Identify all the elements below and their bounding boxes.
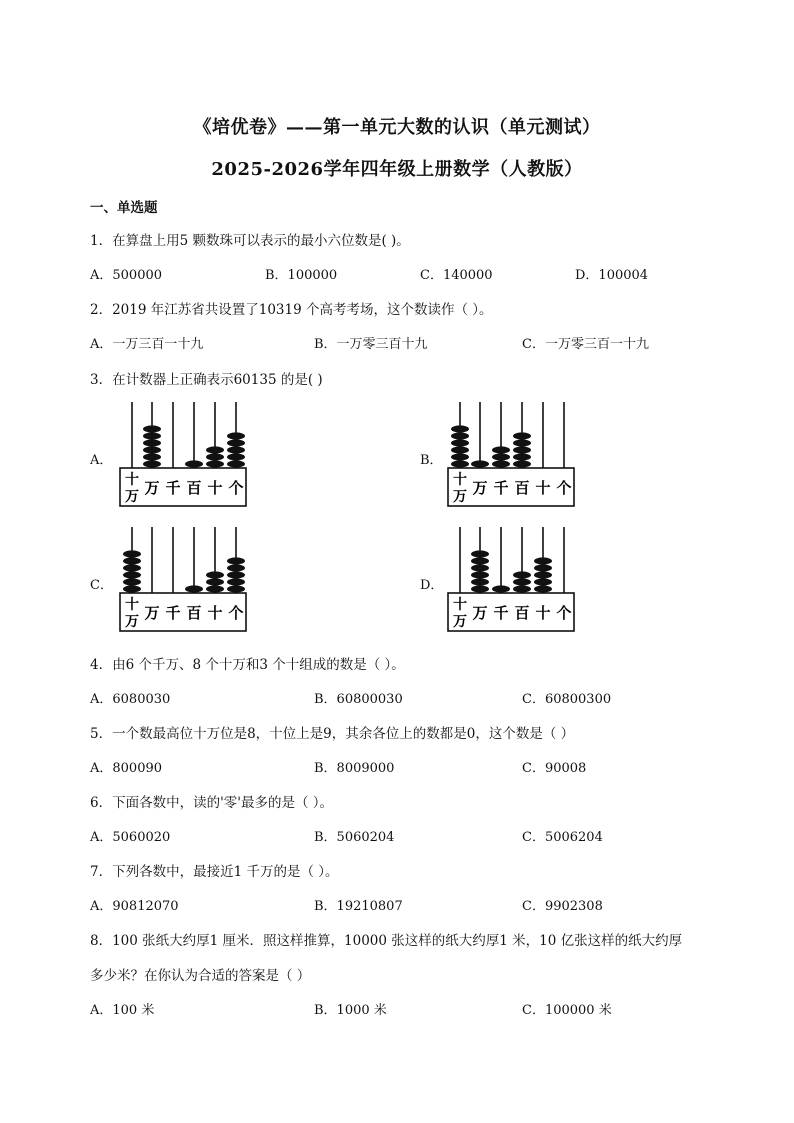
q7-option-b[interactable]: B．19210807 <box>314 899 403 914</box>
q2-option-b[interactable]: B．一万零三百十九 <box>314 337 428 352</box>
q2-option-a[interactable]: A．一万三百一十九 <box>90 337 204 352</box>
abacus-label-shi: 十 <box>453 472 467 488</box>
abacus-bead <box>471 585 489 592</box>
q8-option-b[interactable]: B．1000 米 <box>314 1003 387 1018</box>
abacus-bead <box>206 453 224 460</box>
question-6: 6．下面各数中，读的'零'最多的是（ ）。 <box>90 795 334 811</box>
abacus-a[interactable] <box>118 400 248 510</box>
abacus-place-label: 千 <box>493 604 509 622</box>
abacus-bead <box>227 585 245 592</box>
abacus-bead <box>123 550 141 557</box>
abacus-label-wan: 万 <box>125 489 139 505</box>
abacus-bead <box>227 578 245 585</box>
abacus-bead <box>471 578 489 585</box>
abacus-bead <box>206 578 224 585</box>
abacus-bead <box>513 439 531 446</box>
q1-option-b[interactable]: B．100000 <box>265 268 338 283</box>
q8-option-c[interactable]: C．100000 米 <box>522 1003 612 1018</box>
q3-option-b-label[interactable]: B． <box>420 453 443 468</box>
question-5: 5．一个数最高位十万位是8，十位上是9，其余各位上的数都是0，这个数是（ ） <box>90 726 575 742</box>
q1-option-c[interactable]: C．140000 <box>420 268 493 283</box>
abacus-place-label: 百 <box>514 604 530 622</box>
abacus-bead <box>206 585 224 592</box>
q7-option-a[interactable]: A．90812070 <box>90 899 179 914</box>
abacus-bead <box>451 460 469 467</box>
abacus-label-shi: 十 <box>125 472 139 488</box>
q3-option-c-label[interactable]: C． <box>90 578 113 593</box>
question-2: 2．2019 年江苏省共设置了10319 个高考考场，这个数读作（ ）。 <box>90 302 493 318</box>
q5-option-b[interactable]: B．8009000 <box>314 761 395 776</box>
abacus-bead <box>123 585 141 592</box>
abacus-bead <box>143 446 161 453</box>
abacus-bead <box>471 564 489 571</box>
abacus-bead <box>227 460 245 467</box>
abacus-label-wan: 万 <box>453 614 467 630</box>
abacus-place-label: 十 <box>207 604 223 622</box>
q4-option-a[interactable]: A．6080030 <box>90 692 171 707</box>
abacus-bead <box>513 446 531 453</box>
abacus-place-label: 十 <box>207 479 223 497</box>
abacus-bead <box>143 453 161 460</box>
q3-option-d-label[interactable]: D． <box>420 578 444 593</box>
abacus-place-label: 百 <box>186 604 202 622</box>
abacus-bead <box>534 564 552 571</box>
abacus-bead <box>513 460 531 467</box>
q4-option-c[interactable]: C．60800300 <box>522 692 612 707</box>
abacus-bead <box>471 557 489 564</box>
abacus-bead <box>123 578 141 585</box>
abacus-place-label: 千 <box>493 479 509 497</box>
section-heading: 一、单选题 <box>90 200 158 216</box>
q2-option-c[interactable]: C．一万零三百一十九 <box>522 337 649 352</box>
question-8: 8．100 张纸大约厚1 厘米．照这样推算，10000 张这样的纸大约厚1 米，10 亿张这样的纸大约厚 <box>90 933 683 949</box>
abacus-bead <box>451 439 469 446</box>
abacus-bead <box>471 460 489 467</box>
q1-option-a[interactable]: A．500000 <box>90 268 163 283</box>
q6-option-c[interactable]: C．5006204 <box>522 830 603 845</box>
abacus-bead <box>492 446 510 453</box>
abacus-place-label: 百 <box>514 479 530 497</box>
abacus-bead <box>534 578 552 585</box>
abacus-bead <box>492 453 510 460</box>
abacus-bead <box>513 453 531 460</box>
q5-option-c[interactable]: C．90008 <box>522 761 587 776</box>
abacus-bead <box>123 571 141 578</box>
abacus-bead <box>123 557 141 564</box>
abacus-place-label: 十 <box>535 604 551 622</box>
abacus-bead <box>492 585 510 592</box>
abacus-place-label: 个 <box>228 479 244 497</box>
abacus-place-label: 万 <box>144 604 160 622</box>
abacus-bead <box>451 453 469 460</box>
abacus-place-label: 百 <box>186 479 202 497</box>
abacus-bead <box>206 460 224 467</box>
abacus-bead <box>143 460 161 467</box>
abacus-place-label: 千 <box>165 479 181 497</box>
abacus-bead <box>227 571 245 578</box>
abacus-place-label: 个 <box>556 604 572 622</box>
abacus-bead <box>227 432 245 439</box>
abacus-label-shi: 十 <box>453 597 467 613</box>
doc-title: 《培优卷》——第一单元大数的认识（单元测试） <box>193 117 601 138</box>
abacus-c[interactable] <box>118 525 248 635</box>
abacus-b[interactable] <box>446 400 576 510</box>
abacus-bead <box>185 585 203 592</box>
abacus-bead <box>227 439 245 446</box>
abacus-place-label: 个 <box>228 604 244 622</box>
abacus-bead <box>227 453 245 460</box>
abacus-bead <box>143 432 161 439</box>
abacus-bead <box>534 585 552 592</box>
abacus-place-label: 万 <box>472 604 488 622</box>
q3-option-a-label[interactable]: A． <box>90 453 113 468</box>
q1-option-d[interactable]: D．100004 <box>575 268 649 283</box>
q8-option-a[interactable]: A．100 米 <box>90 1003 155 1018</box>
abacus-place-label: 个 <box>556 479 572 497</box>
abacus-bead <box>513 578 531 585</box>
abacus-place-label: 万 <box>472 479 488 497</box>
doc-subtitle: 2025-2026学年四年级上册数学（人教版） <box>211 159 583 180</box>
abacus-bead <box>513 585 531 592</box>
abacus-place-label: 十 <box>535 479 551 497</box>
abacus-bead <box>227 557 245 564</box>
abacus-label-wan: 万 <box>125 614 139 630</box>
q5-option-a[interactable]: A．800090 <box>90 761 163 776</box>
abacus-label-shi: 十 <box>125 597 139 613</box>
q7-option-c[interactable]: C．9902308 <box>522 899 603 914</box>
question-4: 4．由6 个千万、8 个十万和3 个十组成的数是（ ）。 <box>90 657 405 673</box>
q4-option-b[interactable]: B．60800030 <box>314 692 403 707</box>
q6-option-b[interactable]: B．5060204 <box>314 830 395 845</box>
abacus-bead <box>513 571 531 578</box>
abacus-bead <box>206 446 224 453</box>
abacus-bead <box>451 432 469 439</box>
abacus-bead <box>451 446 469 453</box>
q6-option-a[interactable]: A．5060020 <box>90 830 171 845</box>
abacus-bead <box>143 439 161 446</box>
abacus-bead <box>227 564 245 571</box>
question-8-line2: 多少米？在你认为合适的答案是（ ） <box>90 968 311 984</box>
abacus-bead <box>123 564 141 571</box>
abacus-bead <box>471 571 489 578</box>
question-1: 1．在算盘上用5 颗数珠可以表示的最小六位数是( )。 <box>90 233 410 249</box>
abacus-place-label: 千 <box>165 604 181 622</box>
abacus-bead <box>143 425 161 432</box>
abacus-label-wan: 万 <box>453 489 467 505</box>
abacus-bead <box>534 557 552 564</box>
abacus-bead <box>206 571 224 578</box>
abacus-bead <box>185 460 203 467</box>
abacus-d[interactable] <box>446 525 576 635</box>
question-7: 7．下列各数中，最接近1 千万的是（ ）。 <box>90 864 339 880</box>
abacus-bead <box>227 446 245 453</box>
abacus-bead <box>451 425 469 432</box>
question-3: 3．在计数器上正确表示60135 的是( ) <box>90 372 323 388</box>
abacus-bead <box>513 432 531 439</box>
abacus-place-label: 万 <box>144 479 160 497</box>
abacus-bead <box>492 460 510 467</box>
abacus-bead <box>471 550 489 557</box>
abacus-bead <box>534 571 552 578</box>
